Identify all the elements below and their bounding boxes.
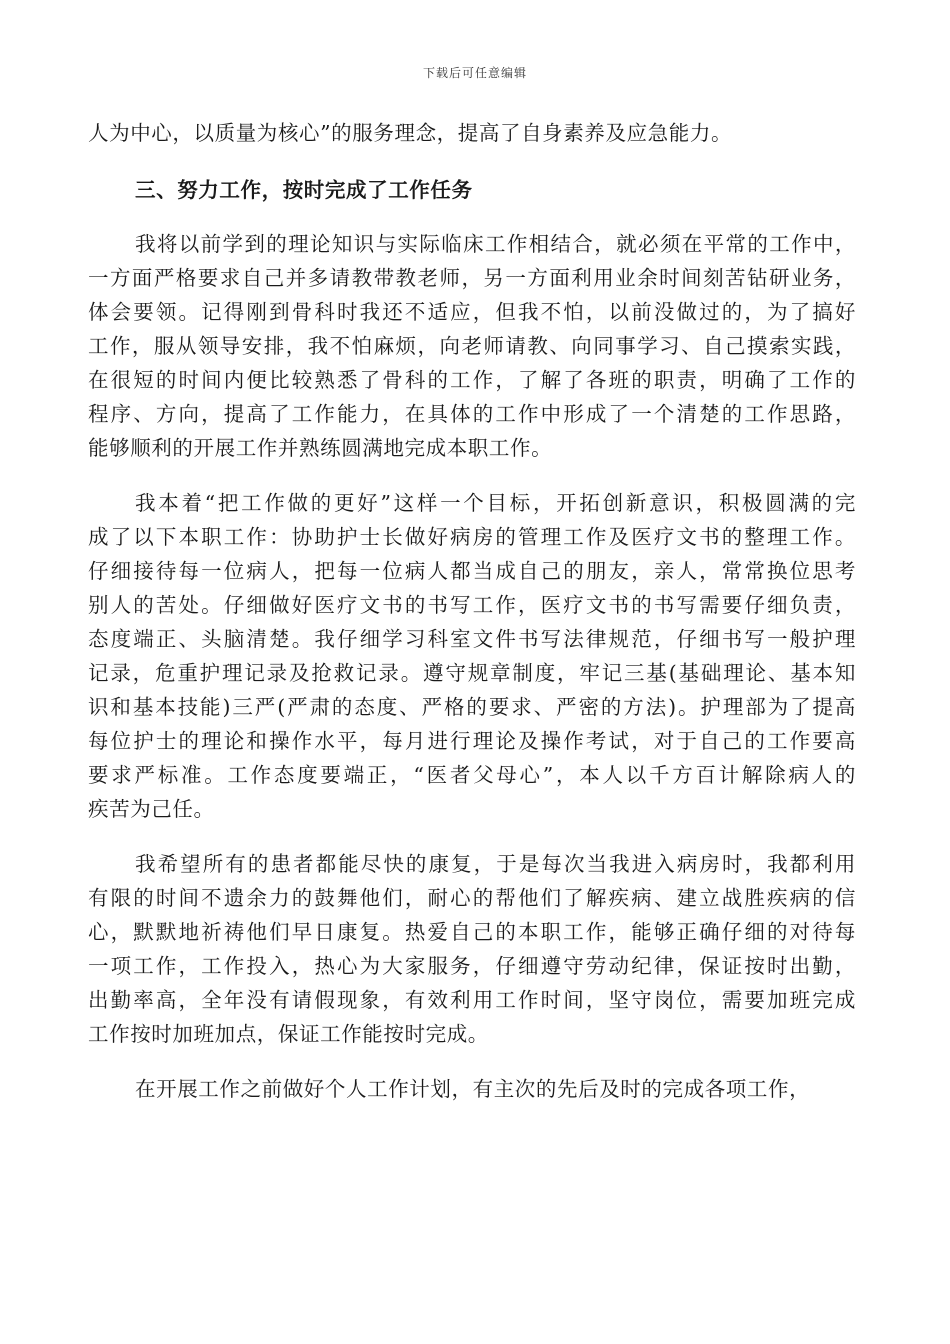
- paragraph-line: 识和基本技能)三严(严肃的态度、严格的要求、严密的方法)。护理部为了提高: [88, 695, 856, 719]
- paragraph-4: [88, 1072, 856, 1106]
- paragraph-line: 能够顺利的开展工作并熟练圆满地完成本职工作。: [88, 436, 553, 460]
- paragraph-1: [88, 227, 856, 465]
- paragraph-line: 有限的时间不遗余力的鼓舞他们，耐心的帮他们了解疾病、建立战胜疾病的信: [88, 886, 856, 910]
- paragraph-line: 体会要领。记得刚到骨科时我还不适应，但我不怕，以前没做过的，为了搞好: [88, 300, 856, 324]
- paragraph-line: 工作，服从领导安排，我不怕麻烦，向老师请教、向同事学习、自己摸索实践，: [88, 334, 856, 358]
- paragraph-line: 工作按时加班加点，保证工作能按时完成。: [88, 1022, 489, 1046]
- paragraph-line: 我将以前学到的理论知识与实际临床工作相结合，就必须在平常的工作中，: [135, 232, 856, 256]
- paragraph-line: 记录，危重护理记录及抢救记录。遵守规章制度，牢记三基(基础理论、基本知: [88, 661, 856, 685]
- paragraph-line: 程序、方向，提高了工作能力，在具体的工作中形成了一个清楚的工作思路，: [88, 402, 856, 426]
- carry-over-line: 人为中心，以质量为核心”的服务理念，提高了自身素养及应急能力。: [88, 121, 733, 145]
- paragraph-line: 我希望所有的患者都能尽快的康复，于是每次当我进入病房时，我都利用: [135, 852, 856, 876]
- document-body: [88, 116, 856, 1106]
- paragraph-line: 每位护士的理论和操作水平，每月进行理论及操作考试，对于自己的工作要高: [88, 729, 856, 753]
- section-heading: 三、努力工作，按时完成了工作任务: [135, 178, 473, 202]
- paragraph-line: 仔细接待每一位病人，把每一位病人都当成自己的朋友，亲人，常常换位思考: [88, 559, 856, 583]
- paragraph-line: 一项工作，工作投入，热心为大家服务，仔细遵守劳动纪律，保证按时出勤，: [88, 954, 856, 978]
- paragraph-line: 出勤率高，全年没有请假现象，有效利用工作时间，坚守岗位，需要加班完成: [88, 988, 856, 1012]
- paragraph-2: [88, 486, 856, 826]
- paragraph-line: 成了以下本职工作：协助护士长做好病房的管理工作及医疗文书的整理工作。: [88, 525, 856, 549]
- paragraph-line: 心，默默地祈祷他们早日康复。热爱自己的本职工作，能够正确仔细的对待每: [88, 920, 856, 944]
- paragraph-line: 别人的苦处。仔细做好医疗文书的书写工作，医疗文书的书写需要仔细负责，: [88, 593, 856, 617]
- paragraph-line: 要求严标准。工作态度要端正，“医者父母心”，本人以千方百计解除病人的: [88, 763, 856, 787]
- paragraph-line: 在开展工作之前做好个人工作计划，有主次的先后及时的完成各项工作，: [135, 1077, 811, 1101]
- paragraph-line: 我本着“把工作做的更好”这样一个目标，开拓创新意识，积极圆满的完: [135, 491, 856, 515]
- page-header: 下载后可任意编辑: [422, 66, 527, 80]
- paragraph-line: 疾苦为己任。: [88, 797, 215, 821]
- paragraph-3: [88, 847, 856, 1051]
- paragraph-line: 态度端正、头脑清楚。我仔细学习科室文件书写法律规范，仔细书写一般护理: [88, 627, 856, 651]
- paragraph-line: 在很短的时间内便比较熟悉了骨科的工作，了解了各班的职责，明确了工作的: [88, 368, 856, 392]
- paragraph-line: 一方面严格要求自己并多请教带教老师，另一方面利用业余时间刻苦钻研业务，: [88, 266, 856, 290]
